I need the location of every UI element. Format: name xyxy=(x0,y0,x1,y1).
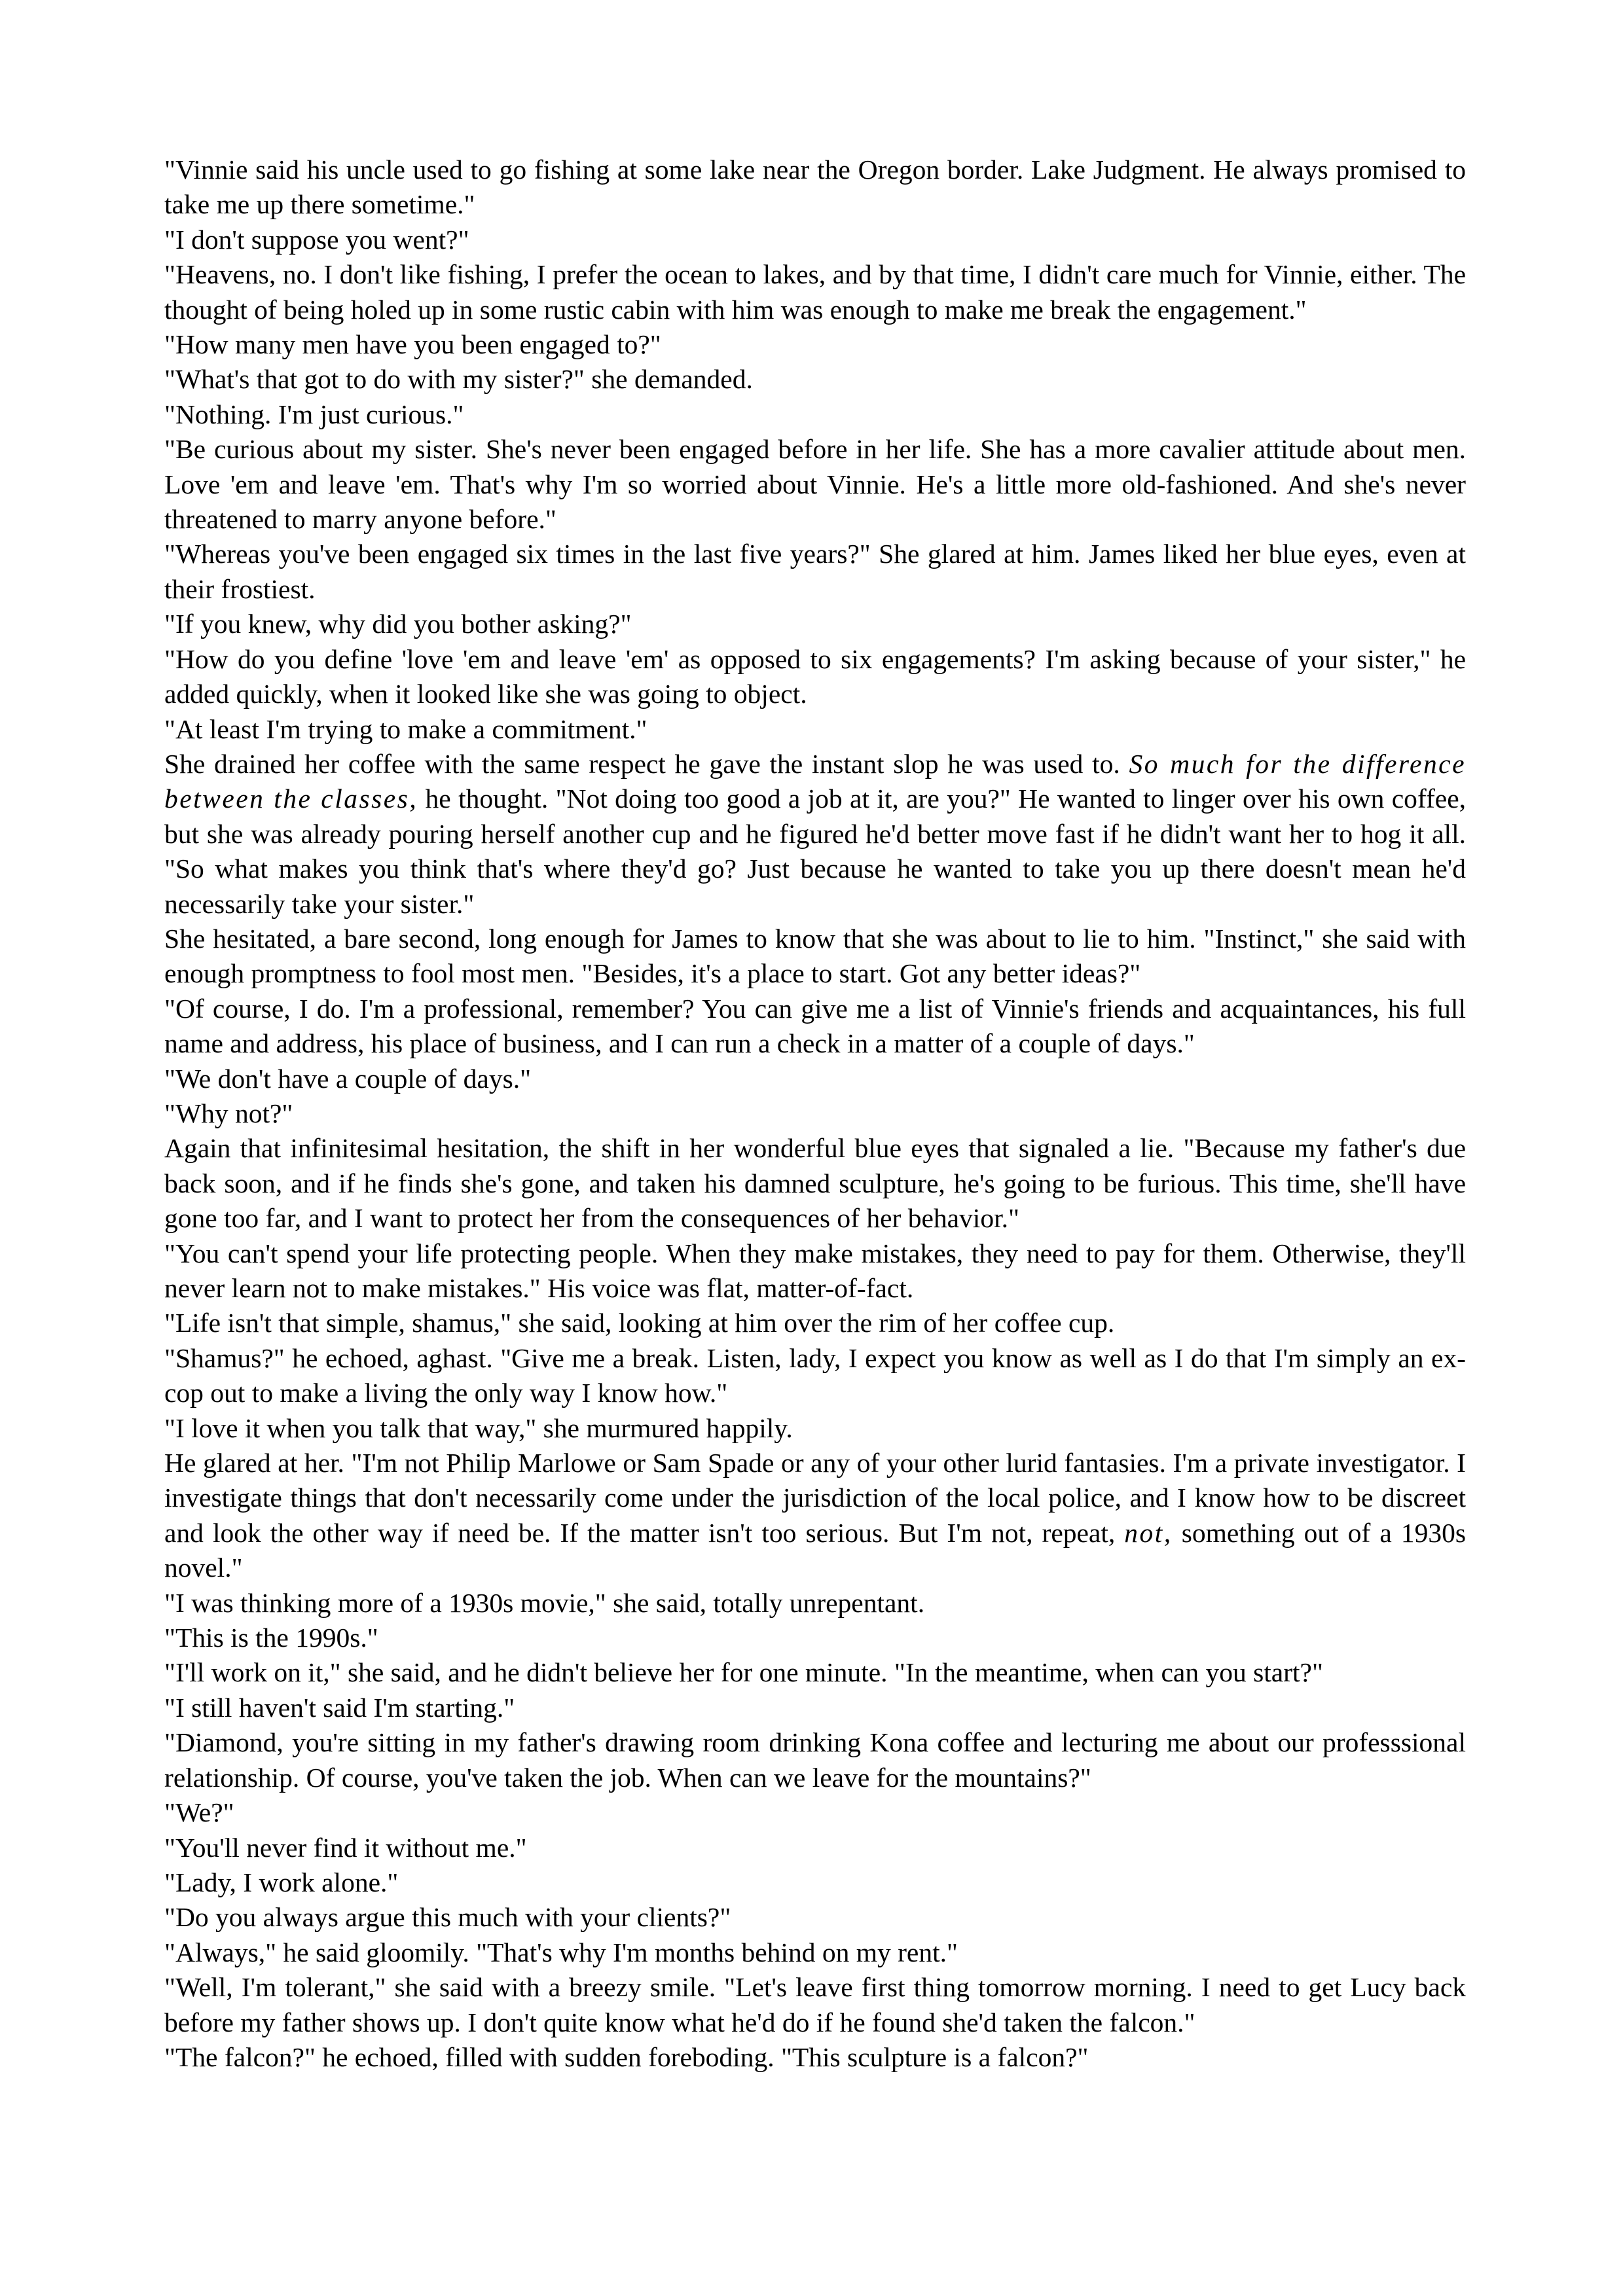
paragraph: "Lady, I work alone." xyxy=(164,1867,399,1897)
paragraph: "Nothing. I'm just curious." xyxy=(164,399,464,429)
paragraph: "If you knew, why did you bother asking?" xyxy=(164,609,632,639)
paragraph: "I'll work on it," she said, and he didn't believe her for one minute. "In the meantime, when can you start?" xyxy=(164,1657,1323,1688)
paragraph: "You can't spend your life protecting people. When they make mistakes, they need to pay for them. Otherwise, they'll never learn not to make mistakes." His voice was flat, matter-of-fact. xyxy=(164,1238,1466,1303)
paragraph: "We don't have a couple of days." xyxy=(164,1063,532,1094)
text-run: He glared at her. "I'm not Philip Marlowe or Sam Spade or any of your other lurid fantasies. I'm a private investigator. I investigate things that don't necessarily come under the jurisdiction of the local police, and I know how to be discreet and look the other way if need be. If the matter isn't too serious. But I'm not, repeat, xyxy=(164,1448,1466,1548)
paragraph: "Well, I'm tolerant," she said with a breezy smile. "Let's leave first thing tomorrow morning. I need to get Lucy back before my father shows up. I don't quite know what he'd do if he found she'd taken the falcon." xyxy=(164,1972,1466,2037)
paragraph: "At least I'm trying to make a commitment." xyxy=(164,713,647,744)
paragraph: "You'll never find it without me." xyxy=(164,1832,527,1863)
body-text xyxy=(164,152,1466,2075)
paragraph: "I still haven't said I'm starting." xyxy=(164,1692,515,1723)
paragraph: "How many men have you been engaged to?" xyxy=(164,329,661,360)
text-run: something out of a 1930s novel." xyxy=(164,1517,1466,1583)
paragraph: "Always," he said gloomily. "That's why I'm months behind on my rent." xyxy=(164,1937,958,1967)
paragraph: She hesitated, a bare second, long enough for James to know that she was about to lie to him. "Instinct," she said with enough promptness to fool most men. "Besides, it's a place to start. Got any better ideas?" xyxy=(164,923,1466,989)
paragraph: "Vinnie said his uncle used to go fishing at some lake near the Oregon border. Lake Judgment. He always promised to take me up there sometime." xyxy=(164,154,1466,220)
paragraph: "Whereas you've been engaged six times in the last five years?" She glared at him. James liked her blue eyes, even at their frostiest. xyxy=(164,539,1466,604)
paragraph: "Why not?" xyxy=(164,1098,293,1128)
paragraph xyxy=(164,1446,1466,1586)
italic-run: So much for the difference between the classes, xyxy=(164,748,1467,814)
paragraph: "Be curious about my sister. She's never been engaged before in her life. She has a more cavalier attitude about men. Love 'em and leave 'em. That's why I'm so worried about Vinnie. He's a little more old-fashioned. And she's never threatened to marry anyone before." xyxy=(164,434,1466,535)
paragraph: "I love it when you talk that way," she murmured happily. xyxy=(164,1412,793,1443)
paragraph: "What's that got to do with my sister?" she demanded. xyxy=(164,364,753,395)
paragraph: "Do you always argue this much with your clients?" xyxy=(164,1902,731,1933)
paragraph: "Shamus?" he echoed, aghast. "Give me a break. Listen, lady, I expect you know as well as I do that I'm simply an ex-cop out to make a living the only way I know how." xyxy=(164,1342,1466,1408)
italic-run: not, xyxy=(1124,1517,1173,1548)
text-run: he thought. "Not doing too good a job at it, are you?" He wanted to linger over his own coffee, but she was already pouring herself another cup and he figured he'd better move fast if he didn't want her to hog it all. "So what makes you think that's where they'd go? Just because he wanted to take you up there doesn't mean he'd necessarily take your sister." xyxy=(164,783,1466,919)
paragraph: "Diamond, you're sitting in my father's drawing room drinking Kona coffee and lecturing me about our professsional relationship. Of course, you've taken the job. When can we leave for the mountains?" xyxy=(164,1727,1466,1793)
paragraph xyxy=(164,747,1466,922)
paragraph: Again that infinitesimal hesitation, the shift in her wonderful blue eyes that signaled a lie. "Because my father's due back soon, and if he finds she's gone, and taken his damned sculpture, he's going to be furious. This time, she'll have gone too far, and I want to protect her from the consequences of her behavior." xyxy=(164,1133,1466,1234)
paragraph: "The falcon?" he echoed, filled with sudden foreboding. "This sculpture is a falcon?" xyxy=(164,2041,1089,2072)
paragraph: "How do you define 'love 'em and leave 'em' as opposed to six engagements? I'm asking because of your sister," he added quickly, when it looked like she was going to object. xyxy=(164,643,1466,709)
paragraph: "Life isn't that simple, shamus," she said, looking at him over the rim of her coffee cup. xyxy=(164,1308,1115,1338)
text-run: She drained her coffee with the same respect he gave the instant slop he was used to. xyxy=(164,748,1129,779)
paragraph: "Heavens, no. I don't like fishing, I prefer the ocean to lakes, and by that time, I didn't care much for Vinnie, either. The thought of being holed up in some rustic cabin with him was enough to make me break the engagement." xyxy=(164,259,1466,325)
paragraph: "I don't suppose you went?" xyxy=(164,224,469,255)
paragraph: "We?" xyxy=(164,1797,234,1828)
paragraph: "This is the 1990s." xyxy=(164,1623,378,1653)
paragraph: "Of course, I do. I'm a professional, remember? You can give me a list of Vinnie's friends and acquaintances, his full name and address, his place of business, and I can run a check in a matter of a couple of days." xyxy=(164,993,1466,1059)
paragraph: "I was thinking more of a 1930s movie," she said, totally unrepentant. xyxy=(164,1587,925,1618)
